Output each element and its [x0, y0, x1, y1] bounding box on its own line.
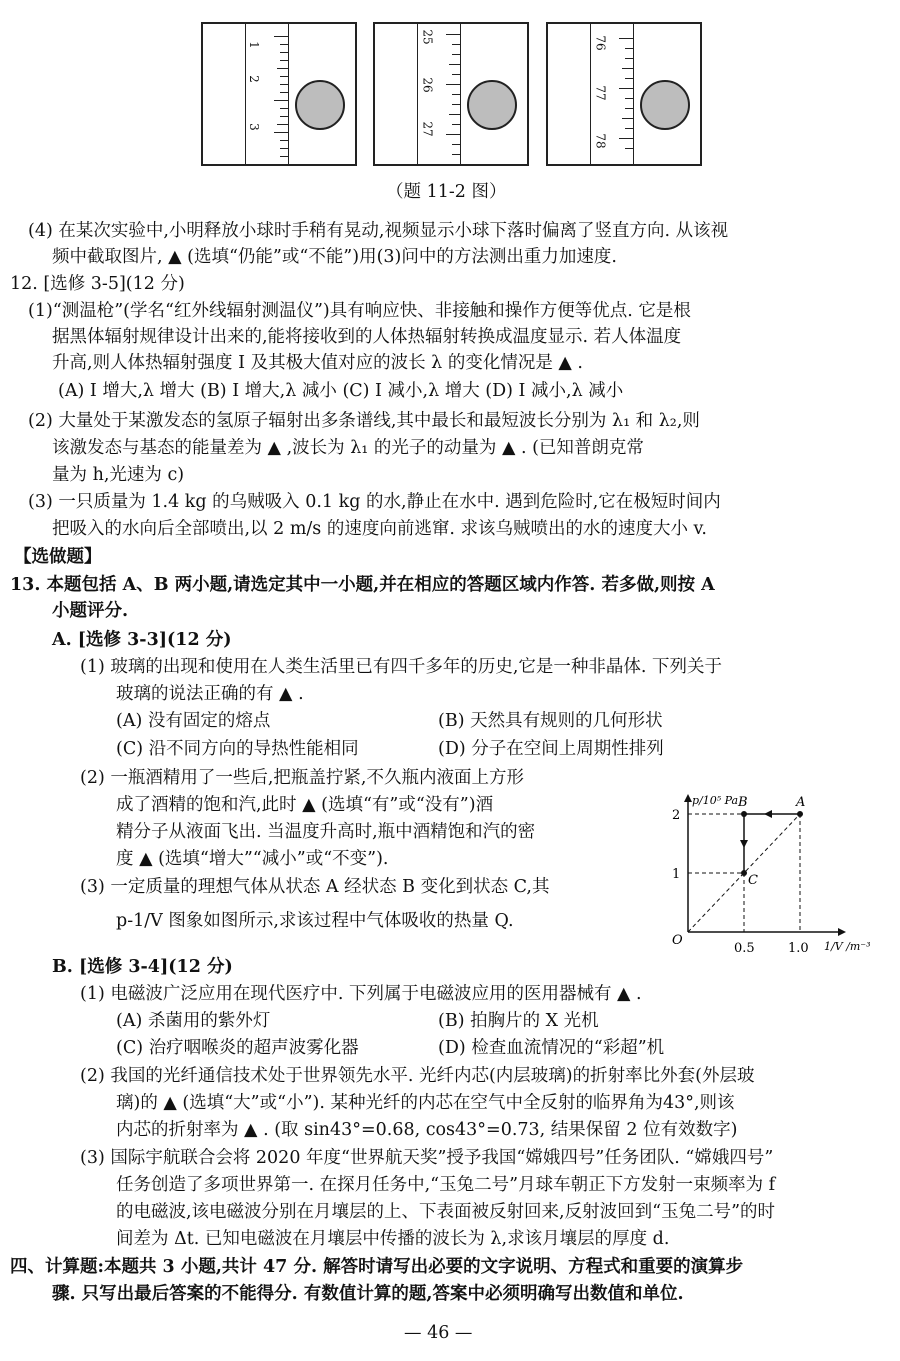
ruler [590, 24, 634, 164]
ball [467, 80, 517, 130]
ball [295, 80, 345, 130]
q11-4-line-2: 频中截取图片, ▲ (选填“仍能”或“不能”)用(3)问中的方法测出重力加速度. [52, 247, 617, 267]
q12-line: 把吸入的水向后全部喷出,以 2 m/s 的速度向前逃窜. 求该乌贼喷出的水的速度大小 v. [52, 519, 707, 539]
q13-intro: 13. 本题包括 A、B 两小题,请选定其中一小题,并在相应的答题区域内作答. 若多做,则按 A [10, 575, 715, 595]
graph-point-b: B [738, 795, 748, 810]
q13a-line: (2) 一瓶酒精用了一些后,把瓶盖拧紧,不久瓶内液面上方形 [80, 768, 524, 788]
q13a-line: p-1/V 图象如图所示,求该过程中气体吸收的热量 Q. [116, 911, 514, 931]
q12-options: (A) I 增大,λ 增大 (B) I 增大,λ 减小 (C) I 减小,λ 增大 (D) I 减小,λ 减小 [58, 381, 624, 401]
section4-heading: 四、计算题:本题共 3 小题,共计 47 分. 解答时请写出必要的文字说明、方程式和重要的演算步 [10, 1257, 744, 1277]
ruler-label: 3 [246, 123, 261, 131]
q13b-line: (2) 我国的光纤通信技术处于世界领先水平. 光纤内芯(内层玻璃)的折射率比外套(外层玻 [80, 1066, 755, 1086]
graph-ylabel: p/10⁵ Pa [692, 794, 739, 807]
page-number: — 46 — [404, 1323, 473, 1343]
ball [640, 80, 690, 130]
q13b-option: (D) 检查血流情况的“彩超”机 [438, 1038, 665, 1058]
ruler-label: 26 [420, 77, 435, 93]
q13a-line: 成了酒精的饱和汽,此时 ▲ (选填“有”或“没有”)酒 [116, 795, 494, 815]
q12-line: 据黑体辐射规律设计出来的,能将接收到的人体热辐射转换成温度显示. 若人体温度 [52, 327, 682, 347]
p-v-graph [664, 792, 880, 964]
graph-ytick: 1 [672, 867, 681, 882]
q13b-header: B. [选修 3-4](12 分) [52, 957, 233, 977]
q13b-option: (A) 杀菌用的紫外灯 [116, 1011, 271, 1031]
q12-line: (2) 大量处于某激发态的氢原子辐射出多条谱线,其中最长和最短波长分别为 λ₁ 和 λ₂,则 [28, 411, 700, 431]
ruler-panel-2 [373, 22, 529, 166]
q12-line: 量为 h,光速为 c) [52, 465, 185, 485]
q13b-line: 的电磁波,该电磁波分别在月壤层的上、下表面被反射回来,反射波回到“玉兔二号”的时 [116, 1202, 776, 1222]
graph-point-c: C [748, 873, 758, 888]
elective-heading: 【选做题】 [14, 547, 102, 567]
graph-xtick: 1.0 [788, 941, 809, 956]
graph-xtick: 0.5 [734, 941, 755, 956]
ruler-label: 27 [420, 121, 435, 137]
graph-point-a: A [796, 795, 806, 810]
q13-intro: 小题评分. [52, 601, 129, 621]
ruler [417, 24, 461, 164]
q12-line: (3) 一只质量为 1.4 kg 的乌贼吸入 0.1 kg 的水,静止在水中. 遇到危险时,它在极短时间内 [28, 492, 721, 512]
q13a-line: (1) 玻璃的出现和使用在人类生活里已有四千多年的历史,它是一种非晶体. 下列关于 [80, 657, 723, 677]
q13a-line: (3) 一定质量的理想气体从状态 A 经状态 B 变化到状态 C,其 [80, 877, 550, 897]
q13b-line: (1) 电磁波广泛应用在现代医疗中. 下列属于电磁波应用的医用器械有 ▲ . [80, 984, 642, 1004]
ruler [245, 24, 289, 164]
section4-heading: 骤. 只写出最后答案的不能得分. 有数值计算的题,答案中必须明确写出数值和单位. [52, 1284, 684, 1304]
graph-ytick: 2 [672, 808, 681, 823]
figure-caption: （题 11-2 图） [386, 182, 507, 202]
ruler-label: 78 [593, 133, 608, 149]
q12-line: 升高,则人体热辐射强度 I 及其极大值对应的波长 λ 的变化情况是 ▲ . [52, 353, 583, 373]
q13b-line: 璃)的 ▲ (选填“大”或“小”). 某种光纤的内芯在空气中全反射的临界角为43°,则该 [116, 1093, 735, 1113]
q13a-option: (C) 沿不同方向的导热性能相同 [116, 739, 359, 759]
q13b-line: 内芯的折射率为 ▲ . (取 sin43°=0.68, cos43°=0.73, 结果保留 2 位有效数字) [116, 1120, 738, 1140]
q13a-line: 玻璃的说法正确的有 ▲ . [116, 684, 304, 704]
ruler-label: 76 [593, 35, 608, 51]
q13a-option: (A) 没有固定的熔点 [116, 711, 271, 731]
q12-line: 该激发态与基态的能量差为 ▲ ,波长为 λ₁ 的光子的动量为 ▲ . (已知普朗克常 [52, 438, 644, 458]
q13b-line: (3) 国际宇航联合会将 2020 年度“世界航天奖”授予我国“嫦娥四号”任务团队. “嫦娥四号” [80, 1148, 774, 1168]
ruler-label: 2 [246, 75, 261, 83]
q12-header: 12. [选修 3-5](12 分) [10, 274, 185, 294]
q13a-option: (B) 天然具有规则的几何形状 [438, 711, 663, 731]
graph-xlabel: 1/V /m⁻³ [824, 940, 871, 953]
q13a-option: (D) 分子在空间上周期性排列 [438, 739, 664, 759]
ruler-panel-1 [201, 22, 357, 166]
q13b-option: (C) 治疗咽喉炎的超声波雾化器 [116, 1038, 359, 1058]
q13b-line: 任务创造了多项世界第一. 在探月任务中,“玉兔二号”月球车朝正下方发射一束频率为 f [116, 1175, 776, 1195]
q11-4-line-1: (4) 在某次实验中,小明释放小球时手稍有晃动,视频显示小球下落时偏离了竖直方向. 从该视 [28, 221, 729, 241]
q12-line: (1)“测温枪”(学名“红外线辐射测温仪”)具有响应快、非接触和操作方便等优点. 它是根 [28, 301, 691, 321]
graph-svg [664, 792, 880, 964]
ruler-panel-3 [546, 22, 702, 166]
q13a-header: A. [选修 3-3](12 分) [52, 630, 232, 650]
graph-origin: O [672, 933, 683, 948]
q13a-line: 度 ▲ (选填“增大”“减小”或“不变”). [116, 849, 389, 869]
q13a-line: 精分子从液面飞出. 当温度升高时,瓶中酒精饱和汽的密 [116, 822, 536, 842]
ruler-label: 25 [420, 29, 435, 45]
ruler-label: 1 [246, 41, 261, 49]
q13b-option: (B) 拍胸片的 X 光机 [438, 1011, 599, 1031]
ruler-label: 77 [593, 85, 608, 101]
q13b-line: 间差为 Δt. 已知电磁波在月壤层中传播的波长为 λ,求该月壤层的厚度 d. [116, 1229, 670, 1249]
